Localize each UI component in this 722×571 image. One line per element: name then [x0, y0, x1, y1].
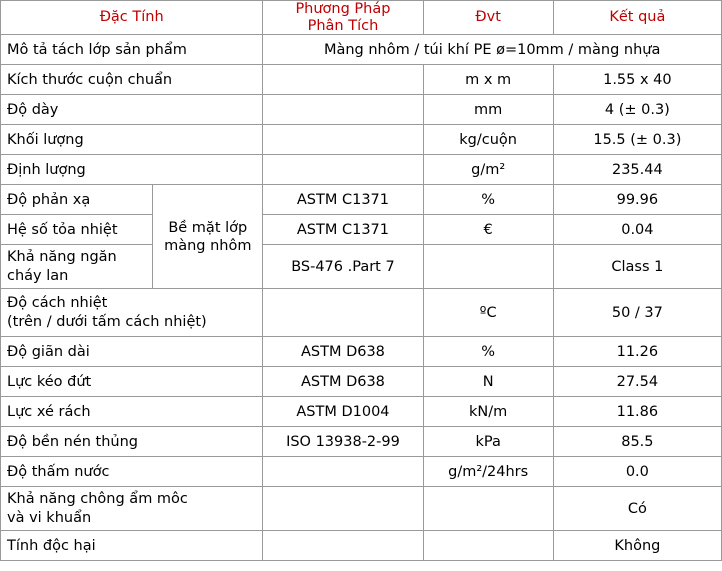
cell-feature [1, 487, 263, 531]
table-row [1, 185, 722, 215]
cell-feature: Mô tả tách lớp sản phẩm [1, 35, 263, 65]
cell-method [263, 457, 423, 487]
table-row [1, 487, 722, 531]
table-row [1, 427, 722, 457]
cell-method [263, 95, 423, 125]
cell-unit: kN/m [423, 397, 553, 427]
cell-unit [423, 531, 553, 561]
table-row [1, 245, 722, 289]
cell-method: ISO 13938-2-99 [263, 427, 423, 457]
cell-unit: % [423, 337, 553, 367]
cell-method: ASTM C1371 [263, 185, 423, 215]
cell-feature: Lực xé rách [1, 397, 263, 427]
cell-feature: Độ thấm nước [1, 457, 263, 487]
header-feature: Đặc Tính [1, 1, 263, 35]
cell-result: 11.26 [553, 337, 721, 367]
cell-result: Class 1 [553, 245, 721, 289]
cell-feature-line1: Độ cách nhiệt [7, 295, 108, 311]
table-row [1, 337, 722, 367]
table-row [1, 457, 722, 487]
cell-method [263, 487, 423, 531]
cell-result: 4 (± 0.3) [553, 95, 721, 125]
cell-method [263, 155, 423, 185]
cell-unit: € [423, 215, 553, 245]
merged-label-line1: Bề mặt lớp [168, 219, 248, 236]
cell-feature [1, 289, 263, 337]
cell-unit: g/m² [423, 155, 553, 185]
cell-feature: Độ bền nén thủng [1, 427, 263, 457]
cell-result: 11.86 [553, 397, 721, 427]
cell-result: 99.96 [553, 185, 721, 215]
cell-result: 27.54 [553, 367, 721, 397]
cell-result: Không [553, 531, 721, 561]
cell-unit: kg/cuộn [423, 125, 553, 155]
cell-method: ASTM D1004 [263, 397, 423, 427]
table-row [1, 35, 722, 65]
cell-result: 1.55 x 40 [553, 65, 721, 95]
cell-feature-line1: Khả năng ngăn [7, 249, 117, 265]
cell-method: ASTM C1371 [263, 215, 423, 245]
cell-method: Màng nhôm / túi khí PE ø=10mm / màng nhựa [263, 35, 722, 65]
cell-feature: Độ dày [1, 95, 263, 125]
cell-unit: N [423, 367, 553, 397]
header-method [263, 1, 423, 35]
cell-feature-line2: cháy lan [7, 267, 69, 284]
cell-result: 235.44 [553, 155, 721, 185]
cell-unit [423, 487, 553, 531]
table-row [1, 215, 722, 245]
cell-unit: g/m²/24hrs [423, 457, 553, 487]
table-row [1, 95, 722, 125]
cell-unit: mm [423, 95, 553, 125]
cell-feature-line2: (trên / dưới tấm cách nhiệt) [7, 313, 207, 330]
cell-method [263, 289, 423, 337]
cell-feature-line2: và vi khuẩn [7, 509, 92, 526]
table-row [1, 367, 722, 397]
table-body [1, 35, 722, 561]
cell-result: Có [553, 487, 721, 531]
table-header [1, 1, 722, 35]
cell-feature: Tính độc hại [1, 531, 263, 561]
cell-unit: % [423, 185, 553, 215]
header-method-line2: Phân Tích [307, 17, 379, 34]
cell-feature: Hệ số tỏa nhiệt [1, 215, 153, 245]
cell-feature: Kích thước cuộn chuẩn [1, 65, 263, 95]
cell-method: BS-476 .Part 7 [263, 245, 423, 289]
cell-unit: ºC [423, 289, 553, 337]
cell-unit [423, 245, 553, 289]
cell-result: 50 / 37 [553, 289, 721, 337]
cell-unit: kPa [423, 427, 553, 457]
table-row [1, 397, 722, 427]
cell-feature: Lực kéo đứt [1, 367, 263, 397]
table-row [1, 65, 722, 95]
cell-feature [1, 245, 153, 289]
cell-method [263, 531, 423, 561]
table-row [1, 289, 722, 337]
table-row [1, 531, 722, 561]
cell-feature: Độ phản xạ [1, 185, 153, 215]
cell-method [263, 65, 423, 95]
table-row [1, 155, 722, 185]
cell-method: ASTM D638 [263, 367, 423, 397]
merged-label-line2: màng nhôm [164, 237, 252, 254]
table-row [1, 125, 722, 155]
cell-feature: Định lượng [1, 155, 263, 185]
header-method-line1: Phương Pháp [295, 1, 391, 17]
cell-result: 15.5 (± 0.3) [553, 125, 721, 155]
header-result: Kết quả [553, 1, 721, 35]
cell-result: 0.04 [553, 215, 721, 245]
cell-feature: Khối lượng [1, 125, 263, 155]
cell-result: 85.5 [553, 427, 721, 457]
header-unit: Đvt [423, 1, 553, 35]
cell-feature: Độ giãn dài [1, 337, 263, 367]
header-row [1, 1, 722, 35]
cell-result: 0.0 [553, 457, 721, 487]
cell-merged-surface-label [153, 185, 263, 289]
cell-feature-line1: Khả năng chông ẩm môc [7, 491, 188, 507]
cell-method [263, 125, 423, 155]
cell-method: ASTM D638 [263, 337, 423, 367]
cell-unit: m x m [423, 65, 553, 95]
